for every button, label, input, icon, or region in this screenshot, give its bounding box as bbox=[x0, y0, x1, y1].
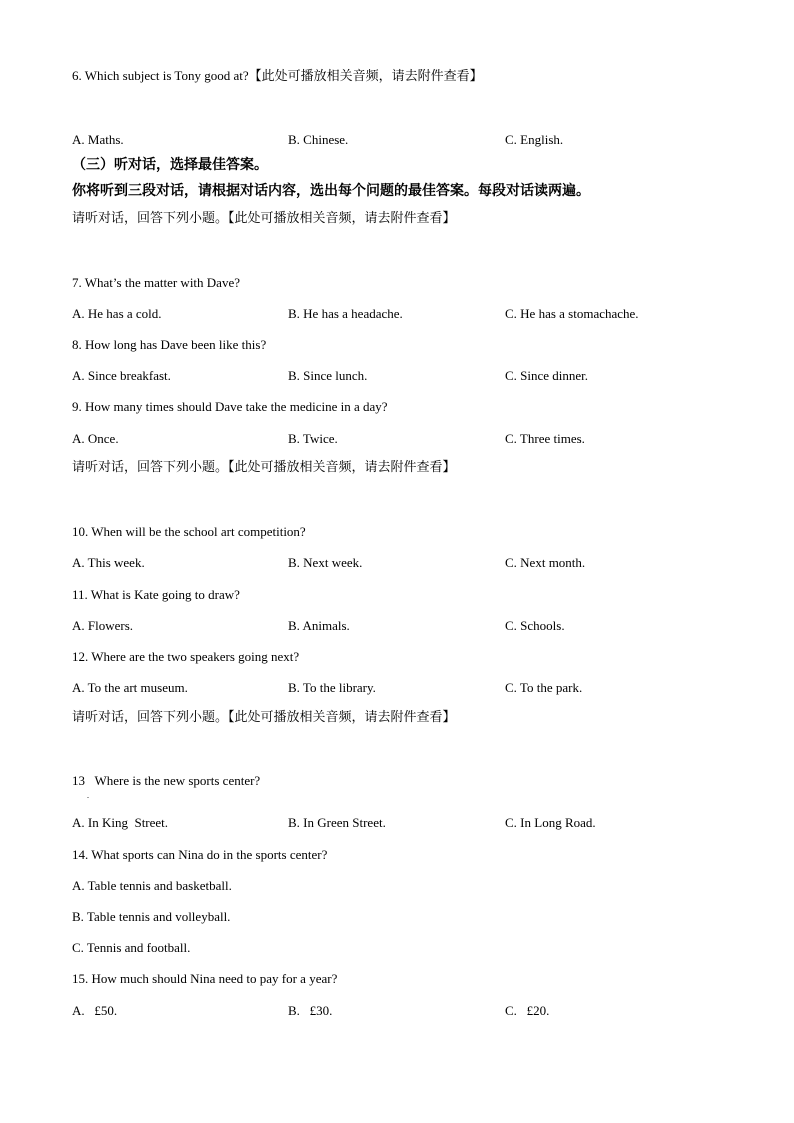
option-b: B. £30. bbox=[288, 1003, 333, 1018]
question-14-option-b: B. Table tennis and volleyball. bbox=[72, 909, 231, 924]
question-14: 14. What sports can Nina do in the sports center? bbox=[72, 847, 328, 862]
question-15-options bbox=[72, 1003, 722, 1019]
audio-prompt-3: 请听对话，回答下列小题。【此处可播放相关音频，请去附件查看】 bbox=[72, 710, 456, 725]
option-a: A. He has a cold. bbox=[72, 306, 162, 321]
section-3-title: （三）听对话，选择最佳答案。 bbox=[72, 157, 268, 173]
option-a: A. Maths. bbox=[72, 132, 124, 147]
section-3-instructions: 你将听到三段对话，请根据对话内容，选出每个问题的最佳答案。每段对话读两遍。 bbox=[72, 183, 590, 199]
option-b: B. Next week. bbox=[288, 555, 363, 570]
question-12: 12. Where are the two speakers going next? bbox=[72, 649, 300, 664]
question-9: 9. How many times should Dave take the medicine in a day? bbox=[72, 399, 388, 414]
question-6: 6. Which subject is Tony good at?【此处可播放相关音频，请去附件查看】 bbox=[72, 68, 483, 83]
question-15: 15. How much should Nina need to pay for a year? bbox=[72, 971, 338, 986]
question-7: 7. What’s the matter with Dave? bbox=[72, 275, 240, 290]
option-c: C. Three times. bbox=[505, 431, 585, 446]
option-b: B. Chinese. bbox=[288, 132, 349, 147]
question-11-options bbox=[72, 618, 722, 634]
option-c: C. Since dinner. bbox=[505, 368, 589, 383]
question-6-options bbox=[72, 132, 722, 148]
question-13-options bbox=[72, 815, 722, 831]
question-7-options bbox=[72, 306, 722, 322]
question-10-options bbox=[72, 555, 722, 571]
question-14-option-a: A. Table tennis and basketball. bbox=[72, 878, 232, 893]
option-b: B. Since lunch. bbox=[288, 368, 368, 383]
option-b: B. He has a headache. bbox=[288, 306, 403, 321]
question-13: 13 Where is the new sports center? bbox=[72, 773, 261, 788]
question-11: 11. What is Kate going to draw? bbox=[72, 587, 240, 602]
option-c: C. To the park. bbox=[505, 680, 583, 695]
option-a: A. Since breakfast. bbox=[72, 368, 171, 383]
audio-prompt-1: 请听对话，回答下列小题。【此处可播放相关音频，请去附件查看】 bbox=[72, 211, 456, 226]
option-a: A. In King Street. bbox=[72, 815, 169, 830]
option-c: C. In Long Road. bbox=[505, 815, 596, 830]
option-a: A. Once. bbox=[72, 431, 119, 446]
option-a: A. This week. bbox=[72, 555, 145, 570]
question-14-option-c: C. Tennis and football. bbox=[72, 940, 191, 955]
option-b: B. In Green Street. bbox=[288, 815, 386, 830]
option-b: B. To the library. bbox=[288, 680, 376, 695]
option-a: A. To the art museum. bbox=[72, 680, 188, 695]
question-12-options bbox=[72, 680, 722, 696]
option-b: B. Twice. bbox=[288, 431, 338, 446]
option-c: C. Next month. bbox=[505, 555, 586, 570]
question-8: 8. How long has Dave been like this? bbox=[72, 337, 267, 352]
question-10: 10. When will be the school art competition? bbox=[72, 524, 306, 539]
stray-dot: . bbox=[87, 791, 89, 800]
option-c: C. Schools. bbox=[505, 618, 565, 633]
option-c: C. He has a stomachache. bbox=[505, 306, 639, 321]
option-a: A. £50. bbox=[72, 1003, 118, 1018]
audio-prompt-2: 请听对话，回答下列小题。【此处可播放相关音频，请去附件查看】 bbox=[72, 460, 456, 475]
option-c: C. £20. bbox=[505, 1003, 550, 1018]
question-8-options bbox=[72, 368, 722, 384]
option-a: A. Flowers. bbox=[72, 618, 134, 633]
option-c: C. English. bbox=[505, 132, 564, 147]
question-9-options bbox=[72, 431, 722, 447]
option-b: B. Animals. bbox=[288, 618, 350, 633]
